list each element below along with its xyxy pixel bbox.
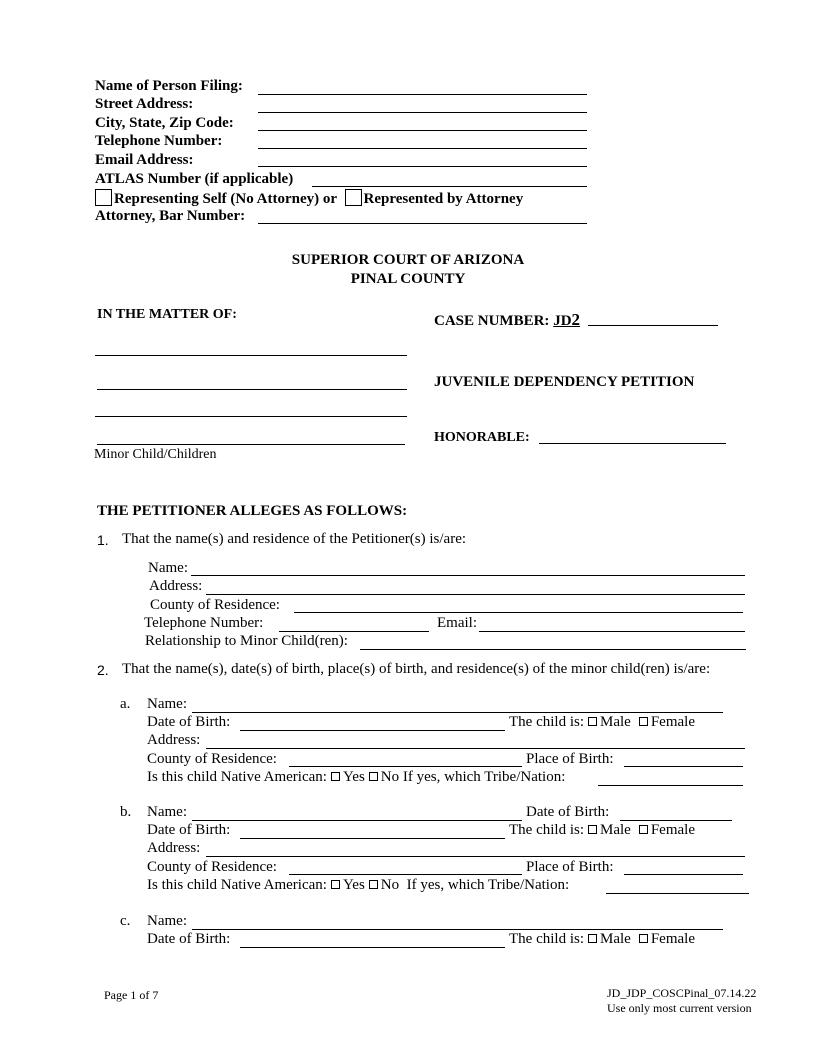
- petitioner-phone-field[interactable]: [279, 631, 429, 632]
- no-label: No: [380, 877, 400, 893]
- child-b-dob-label: Date of Birth:: [147, 822, 231, 838]
- child-b-dob-extra-label: Date of Birth:: [526, 804, 610, 820]
- minor-children-label: Minor Child/Children: [94, 447, 217, 462]
- matter-line-2[interactable]: [97, 389, 407, 390]
- petitioner-address-field[interactable]: [206, 594, 745, 595]
- child-a-name-label: Name:: [147, 696, 187, 712]
- name-filing-label: Name of Person Filing:: [95, 78, 243, 94]
- child-b-county-label: County of Residence:: [147, 859, 277, 875]
- child-b-sex-row: [509, 822, 695, 839]
- female-label: Female: [650, 822, 695, 838]
- honorable-field[interactable]: [539, 443, 726, 444]
- child-a-county-field[interactable]: [289, 766, 522, 767]
- child-a-pob-label: Place of Birth:: [526, 751, 614, 767]
- tribe-label: If yes, which Tribe/Nation:: [402, 769, 566, 785]
- child-b-no-checkbox[interactable]: [369, 880, 378, 889]
- street-label: Street Address:: [95, 96, 194, 112]
- yes-label: Yes: [342, 769, 365, 785]
- case-number-digit: 2: [571, 310, 581, 329]
- petitioner-relationship-label: Relationship to Minor Child(ren):: [145, 633, 348, 649]
- representation-row: [95, 189, 523, 208]
- item-2-text: That the name(s), date(s) of birth, place(s) of birth, and residence(s) of the minor child(ren) is/are:: [122, 661, 711, 677]
- native-label: Is this child Native American:: [147, 769, 327, 785]
- version-note: Use only most current version: [607, 1001, 752, 1015]
- atlas-label: ATLAS Number (if applicable): [95, 171, 294, 187]
- honorable-label: HONORABLE:: [434, 430, 530, 445]
- matter-line-1[interactable]: [95, 355, 407, 356]
- petitioner-email-label: Email:: [437, 615, 477, 631]
- court-title: SUPERIOR COURT OF ARIZONA: [291, 252, 525, 268]
- city-field[interactable]: [258, 130, 587, 131]
- attorney-checkbox[interactable]: [345, 189, 362, 206]
- case-number-label: CASE NUMBER:: [434, 313, 550, 329]
- alleges-heading: THE PETITIONER ALLEGES AS FOLLOWS:: [97, 503, 408, 519]
- child-a-tribe-field[interactable]: [598, 785, 743, 786]
- child-a-female-checkbox[interactable]: [639, 717, 648, 726]
- self-label: Representing Self (No Attorney) or: [114, 191, 337, 207]
- child-b-native-row: [147, 877, 569, 894]
- bar-number-label: Attorney, Bar Number:: [95, 208, 246, 224]
- child-b-address-label: Address:: [147, 840, 201, 856]
- child-a-marker: a.: [120, 696, 131, 712]
- matter-line-4[interactable]: [97, 444, 405, 445]
- no-label: No: [380, 769, 400, 785]
- form-id: JD_JDP_COSCPinal_07.14.22: [607, 986, 757, 1000]
- native-label: Is this child Native American:: [147, 877, 327, 893]
- email-label: Email Address:: [95, 152, 194, 168]
- name-filing-field[interactable]: [258, 94, 587, 95]
- child-a-pob-field[interactable]: [624, 766, 743, 767]
- petitioner-county-field[interactable]: [294, 612, 743, 613]
- item-1-text: That the name(s) and residence of the Petitioner(s) is/are:: [122, 531, 467, 547]
- male-label: Male: [600, 714, 631, 730]
- child-a-native-row: [147, 769, 565, 786]
- tribe-label: If yes, which Tribe/Nation:: [406, 877, 570, 893]
- item-2-number: 2.: [97, 662, 109, 678]
- attorney-label: Represented by Attorney: [363, 191, 524, 207]
- petitioner-address-label: Address:: [149, 578, 203, 594]
- child-b-name-field[interactable]: [192, 820, 522, 821]
- child-a-county-label: County of Residence:: [147, 751, 277, 767]
- child-b-address-field[interactable]: [206, 856, 745, 857]
- child-is-label: The child is:: [509, 714, 584, 730]
- child-c-dob-field[interactable]: [240, 947, 505, 948]
- child-b-name-label: Name:: [147, 804, 187, 820]
- petitioner-name-field[interactable]: [191, 575, 745, 576]
- child-b-marker: b.: [120, 804, 132, 820]
- street-field[interactable]: [258, 112, 587, 113]
- petitioner-email-field[interactable]: [479, 631, 745, 632]
- female-label: Female: [650, 714, 695, 730]
- child-a-address-field[interactable]: [206, 748, 745, 749]
- case-number-field[interactable]: [588, 325, 718, 326]
- phone-label: Telephone Number:: [95, 133, 223, 149]
- petitioner-name-label: Name:: [148, 560, 188, 576]
- male-label: Male: [600, 931, 631, 947]
- child-c-marker: c.: [120, 913, 131, 929]
- child-b-yes-checkbox[interactable]: [331, 880, 340, 889]
- child-c-sex-row: [509, 931, 695, 948]
- child-b-tribe-field[interactable]: [606, 893, 749, 894]
- in-matter-label: IN THE MATTER OF:: [97, 307, 237, 322]
- child-c-name-field[interactable]: [192, 929, 723, 930]
- female-label: Female: [650, 931, 695, 947]
- item-1-number: 1.: [97, 532, 109, 548]
- petitioner-phone-label: Telephone Number:: [144, 615, 264, 631]
- child-b-county-field[interactable]: [289, 874, 522, 875]
- child-b-pob-field[interactable]: [624, 874, 743, 875]
- child-a-dob-label: Date of Birth:: [147, 714, 231, 730]
- child-a-address-label: Address:: [147, 732, 201, 748]
- atlas-field[interactable]: [312, 186, 587, 187]
- male-label: Male: [600, 822, 631, 838]
- phone-field[interactable]: [258, 148, 587, 149]
- child-a-male-checkbox[interactable]: [588, 717, 597, 726]
- county-title: PINAL COUNTY: [350, 271, 466, 287]
- child-c-dob-label: Date of Birth:: [147, 931, 231, 947]
- child-a-name-field[interactable]: [192, 712, 723, 713]
- case-number-prefix: JD: [553, 313, 572, 329]
- child-is-label: The child is:: [509, 931, 584, 947]
- child-c-female-checkbox[interactable]: [639, 934, 648, 943]
- child-b-dob-extra-field[interactable]: [620, 820, 732, 821]
- child-a-dob-field[interactable]: [240, 730, 505, 731]
- child-b-dob-field[interactable]: [240, 838, 505, 839]
- yes-label: Yes: [342, 877, 365, 893]
- case-number-row: [434, 310, 580, 330]
- child-c-male-checkbox[interactable]: [588, 934, 597, 943]
- child-c-name-label: Name:: [147, 913, 187, 929]
- email-field[interactable]: [258, 166, 587, 167]
- child-a-no-checkbox[interactable]: [369, 772, 378, 781]
- matter-line-3[interactable]: [95, 416, 407, 417]
- child-b-female-checkbox[interactable]: [639, 825, 648, 834]
- page-number: Page 1 of 7: [104, 988, 159, 1002]
- child-a-sex-row: [509, 714, 695, 731]
- bar-number-field[interactable]: [258, 223, 587, 224]
- child-b-male-checkbox[interactable]: [588, 825, 597, 834]
- petitioner-county-label: County of Residence:: [150, 597, 280, 613]
- child-is-label: The child is:: [509, 822, 584, 838]
- petition-title: JUVENILE DEPENDENCY PETITION: [434, 374, 695, 390]
- child-b-pob-label: Place of Birth:: [526, 859, 614, 875]
- city-label: City, State, Zip Code:: [95, 115, 234, 131]
- self-checkbox[interactable]: [95, 189, 112, 206]
- petitioner-relationship-field[interactable]: [360, 649, 746, 650]
- child-a-yes-checkbox[interactable]: [331, 772, 340, 781]
